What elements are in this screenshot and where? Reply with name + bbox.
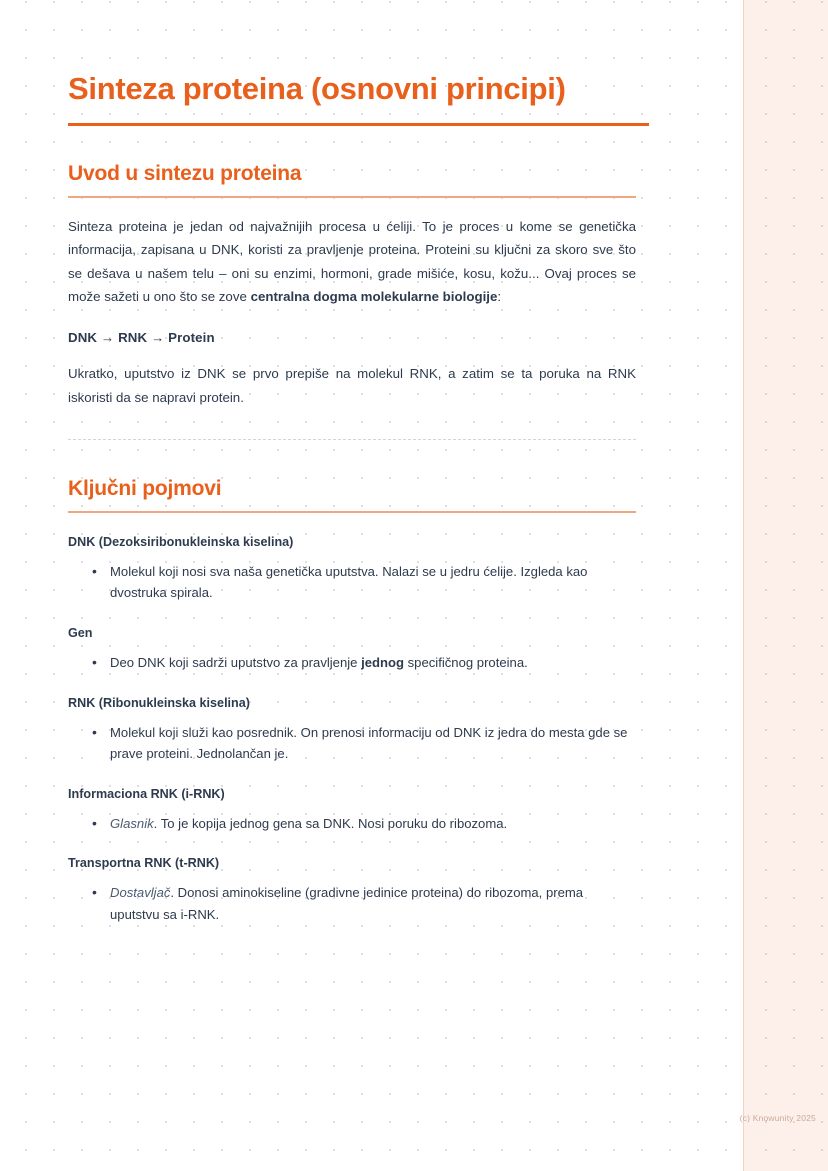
section-heading-key-terms: Ključni pojmovi: [68, 476, 222, 500]
section-divider-key-terms: [68, 511, 636, 513]
term-definition-list-gen: [68, 652, 636, 674]
intro-paragraph-emphasis: centralna dogma molekularne biologije: [250, 288, 498, 304]
term-definition-list-trnk: [68, 882, 636, 925]
list-item: [92, 652, 636, 674]
list-item: [92, 882, 636, 925]
term-label-rnk: RNK (Ribonukleinska kiselina): [68, 695, 250, 710]
irnk-definition-italic: Glasnik: [110, 815, 154, 831]
intro-paragraph-2: Ukratko, uputstvo iz DNK se prvo prepiše na molekul RNK, a zatim se ta poruka na RNK iskoristi da se napravi protein.: [68, 366, 636, 405]
term-definition-list-dnk: [68, 561, 636, 604]
list-item: [92, 813, 636, 835]
footer-credit: (c) Knowunity 2025: [739, 1113, 816, 1123]
page-title: Sinteza proteina (osnovni principi): [68, 71, 566, 106]
section-divider-intro: [68, 196, 636, 198]
section-heading-intro: Uvod u sintezu proteina: [68, 162, 302, 186]
intro-paragraph-part-1: Sinteza proteina je jedan od najvažnijih procesa u ćeliji. To je proces u kome se genetička informacija, zapisana u DNK, koristi za pravljenje proteina. Proteini su ključni za skoro sve što se dešava u našem telu – oni su enzimi, hormoni, grade mišiće, kosu, kožu... Ovaj proces se može sažeti u ono što se zove: [68, 219, 636, 304]
intro-paragraph: [68, 215, 636, 308]
term-label-dnk: DNK (Dezoksiribonukleinska kiselina): [68, 534, 294, 549]
trnk-definition-italic: Dostavljač: [110, 885, 171, 901]
term-label-gen: Gen: [68, 625, 93, 640]
gen-definition-emphasis: jednog: [361, 654, 404, 670]
gen-definition-suffix: specifičnog proteina.: [404, 654, 528, 670]
list-item: • Molekul koji nosi sva naša genetička uputstva. Nalazi se u jedru ćelije. Izgleda kao dvostruka spirala.: [92, 561, 636, 604]
trnk-definition-suffix: . Donosi aminokiseline (gradivne jedinice proteina) do ribozoma, prema uputstvu sa i-RNK.: [110, 885, 584, 922]
term-definition-list-rnk: [68, 722, 636, 765]
list-item: • Molekul koji služi kao posrednik. On prenosi informaciju od DNK iz jedra do mesta gde se prave proteini. Jednolančan je.: [92, 722, 636, 765]
right-margin-band: [743, 0, 828, 1171]
document-content: [68, 0, 636, 1171]
term-definition-list-irnk: [68, 813, 636, 835]
term-label-irnk: Informaciona RNK (i-RNK): [68, 786, 225, 801]
term-label-trnk: Transportna RNK (t-RNK): [68, 856, 220, 871]
intro-paragraph-part-3: :: [497, 288, 502, 304]
irnk-definition-suffix: . To je kopija jednog gena sa DNK. Nosi poruku do ribozoma.: [153, 815, 508, 831]
central-dogma-formula: DNK → RNK → Protein: [68, 330, 215, 346]
gen-definition-prefix: Deo DNK koji sadrži uputstvo za pravljenje: [110, 654, 362, 670]
